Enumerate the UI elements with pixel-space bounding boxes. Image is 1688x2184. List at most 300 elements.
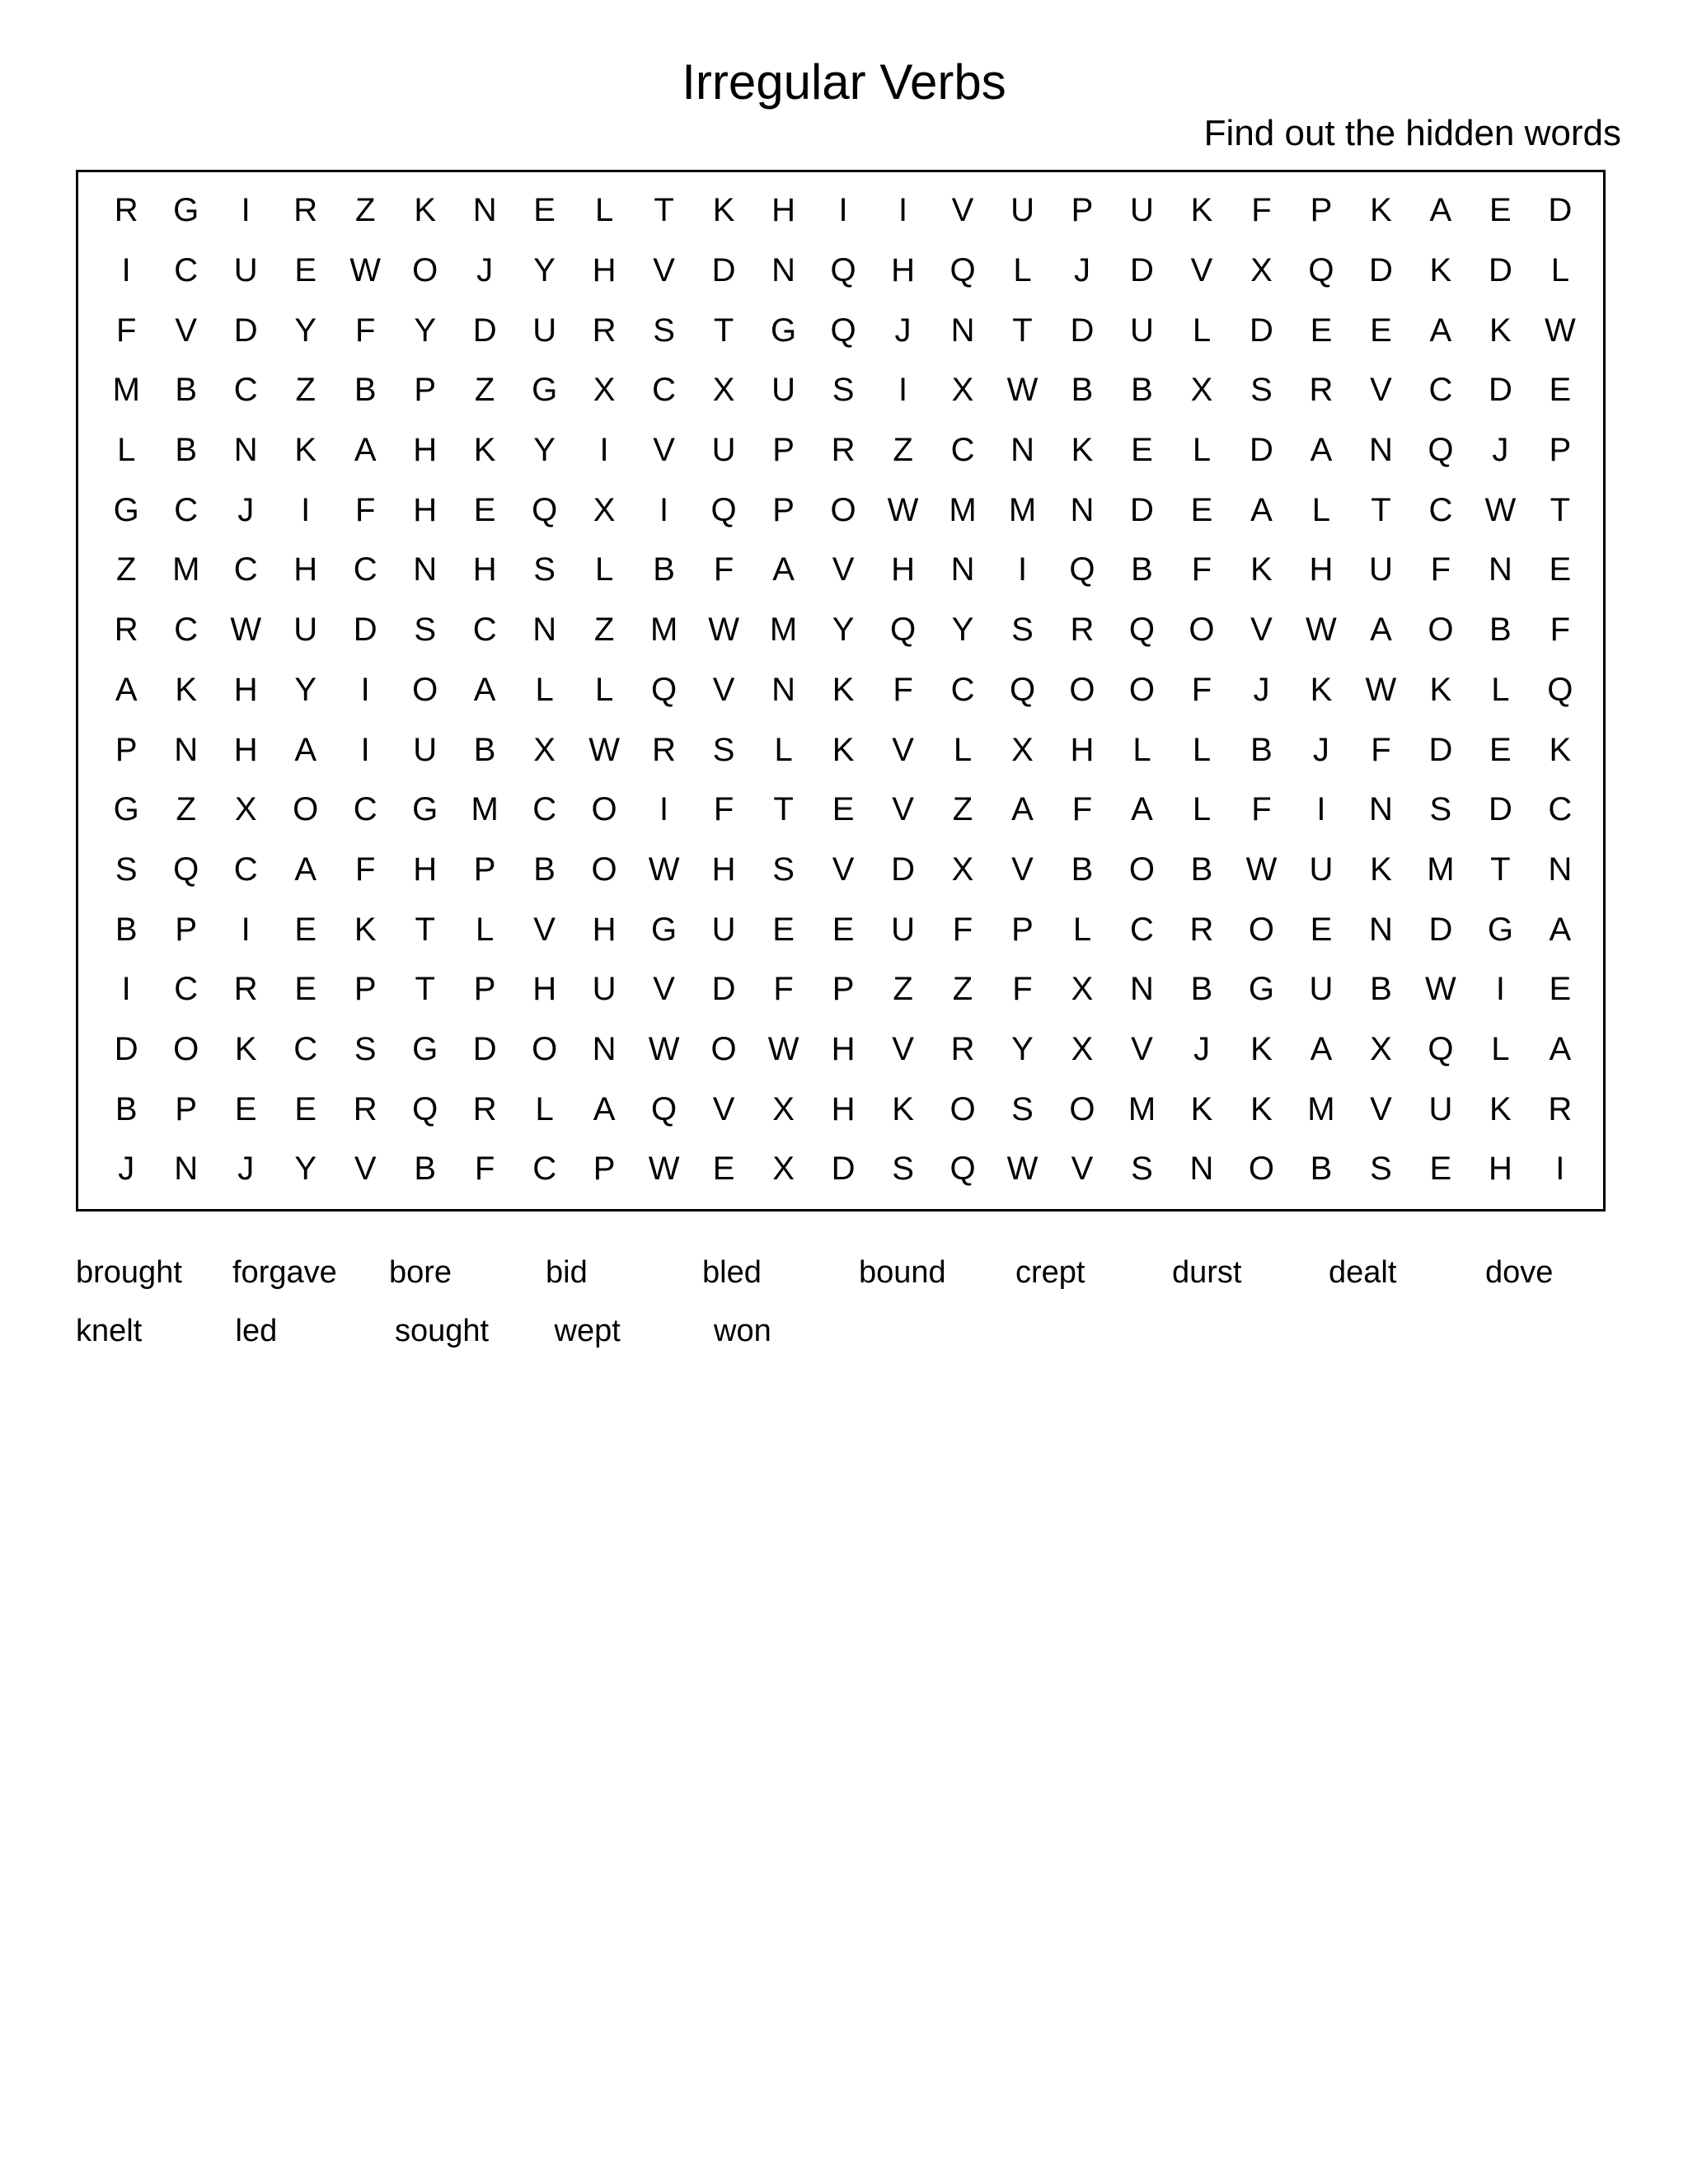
grid-letter[interactable]: E [832,911,855,948]
grid-letter[interactable]: M [1008,491,1037,528]
grid-letter[interactable]: U [293,612,318,649]
grid-letter[interactable]: O [1128,671,1156,708]
grid-letter[interactable]: O [1428,612,1454,649]
grid-letter[interactable]: A [1131,791,1153,828]
grid-letter[interactable]: G [173,192,199,229]
grid-letter[interactable]: M [172,551,200,588]
grid-letter[interactable]: C [532,791,557,828]
grid-letter[interactable]: L [1072,911,1092,948]
grid-letter[interactable]: I [1495,971,1505,1008]
grid-letter[interactable]: E [533,192,556,229]
grid-letter[interactable]: U [1309,971,1334,1008]
grid-letter[interactable]: S [712,731,735,768]
grid-letter[interactable]: Q [950,252,976,289]
grid-letter[interactable]: L [1311,491,1331,528]
grid-letter[interactable]: V [533,911,556,948]
grid-letter[interactable]: P [354,971,377,1008]
grid-letter[interactable]: L [535,1090,554,1127]
grid-letter[interactable]: W [1544,312,1576,349]
grid-letter[interactable]: L [1192,312,1212,349]
grid-letter[interactable]: L [594,671,614,708]
grid-letter[interactable]: B [115,911,138,948]
grid-letter[interactable]: E [712,1151,735,1188]
grid-letter[interactable]: I [360,731,370,768]
grid-letter[interactable]: J [1253,671,1270,708]
grid-letter[interactable]: I [659,491,669,528]
grid-letter[interactable]: E [294,1090,317,1127]
grid-letter[interactable]: W [1006,1151,1039,1188]
grid-letter[interactable]: L [1550,252,1569,289]
grid-letter[interactable]: E [294,252,317,289]
grid-letter[interactable]: O [950,1090,976,1127]
grid-letter[interactable]: G [113,491,139,528]
grid-letter[interactable]: P [1011,911,1034,948]
grid-letter[interactable]: D [472,1030,497,1067]
grid-letter[interactable]: T [1371,491,1391,528]
grid-letter[interactable]: R [114,192,138,229]
grid-letter[interactable]: Q [1128,612,1156,649]
grid-letter[interactable]: Q [710,491,737,528]
grid-letter[interactable]: Q [1428,1030,1454,1067]
grid-letter[interactable]: Y [294,671,317,708]
grid-letter[interactable]: Q [532,491,558,528]
grid-letter[interactable]: B [175,432,198,469]
grid-letter[interactable]: X [1011,731,1034,768]
grid-letter[interactable]: A [1549,1030,1572,1067]
grid-letter[interactable]: W [648,1151,680,1188]
grid-letter[interactable]: N [1368,911,1393,948]
grid-letter[interactable]: O [1128,851,1156,888]
grid-letter[interactable]: V [354,1151,377,1188]
grid-letter[interactable]: H [472,551,497,588]
grid-letter[interactable]: Y [294,312,317,349]
grid-letter[interactable]: L [1192,791,1212,828]
grid-letter[interactable]: L [1491,1030,1510,1067]
grid-letter[interactable]: D [1488,791,1512,828]
grid-letter[interactable]: A [1250,491,1273,528]
grid-letter[interactable]: N [1368,791,1393,828]
grid-letter[interactable]: D [1250,432,1273,469]
grid-letter[interactable]: S [115,851,138,888]
grid-letter[interactable]: K [1071,432,1094,469]
grid-letter[interactable]: J [1492,432,1509,469]
grid-letter[interactable]: C [950,671,975,708]
grid-letter[interactable]: V [653,432,675,469]
grid-letter[interactable]: I [898,372,908,409]
grid-letter[interactable]: W [1365,671,1397,708]
grid-letter[interactable]: F [116,312,137,349]
grid-letter[interactable]: U [711,432,736,469]
grid-letter[interactable]: I [1017,551,1028,588]
grid-letter[interactable]: F [1071,791,1093,828]
grid-letter[interactable]: P [772,432,795,469]
grid-letter[interactable]: L [1132,731,1151,768]
grid-letter[interactable]: G [1248,971,1274,1008]
grid-letter[interactable]: E [473,491,496,528]
grid-letter[interactable]: T [713,312,734,349]
grid-letter[interactable]: X [1190,372,1213,409]
grid-letter[interactable]: G [113,791,139,828]
grid-letter[interactable]: L [1192,731,1212,768]
grid-letter[interactable]: H [891,252,915,289]
grid-letter[interactable]: E [1131,432,1153,469]
grid-letter[interactable]: W [648,1030,680,1067]
grid-letter[interactable]: O [591,851,617,888]
grid-letter[interactable]: C [233,851,258,888]
grid-letter[interactable]: P [414,372,436,409]
grid-letter[interactable]: M [949,491,977,528]
grid-letter[interactable]: T [773,791,794,828]
grid-letter[interactable]: C [174,971,199,1008]
grid-letter[interactable]: U [891,911,915,948]
grid-letter[interactable]: V [653,252,675,289]
grid-letter[interactable]: F [713,791,734,828]
grid-letter[interactable]: C [532,1151,557,1188]
grid-letter[interactable]: K [175,671,198,708]
grid-letter[interactable]: R [831,432,856,469]
grid-letter[interactable]: L [1192,432,1212,469]
grid-letter[interactable]: R [233,971,258,1008]
grid-letter[interactable]: O [293,791,319,828]
grid-letter[interactable]: H [1309,551,1334,588]
grid-letter[interactable]: S [414,612,436,649]
grid-letter[interactable]: S [1011,1090,1034,1127]
grid-letter[interactable]: H [771,192,796,229]
grid-letter[interactable]: L [1491,671,1510,708]
grid-letter[interactable]: C [472,612,497,649]
grid-letter[interactable]: Y [832,612,855,649]
grid-letter[interactable]: T [1012,312,1033,349]
grid-letter[interactable]: J [1193,1030,1210,1067]
grid-letter[interactable]: M [1307,1090,1335,1127]
grid-letter[interactable]: U [1010,192,1034,229]
grid-letter[interactable]: R [1548,1090,1573,1127]
grid-letter[interactable]: X [951,851,974,888]
grid-letter[interactable]: P [832,971,855,1008]
grid-letter[interactable]: T [1490,851,1511,888]
grid-letter[interactable]: H [1070,731,1095,768]
grid-letter[interactable]: C [353,791,377,828]
grid-letter[interactable]: O [1069,671,1095,708]
grid-letter[interactable]: N [771,252,796,289]
grid-letter[interactable]: D [472,312,497,349]
grid-letter[interactable]: S [772,851,795,888]
grid-letter[interactable]: M [649,612,678,649]
grid-letter[interactable]: E [1429,1151,1452,1188]
grid-letter[interactable]: Q [889,612,917,649]
grid-letter[interactable]: C [1130,911,1154,948]
grid-letter[interactable]: G [651,911,678,948]
grid-letter[interactable]: B [1250,731,1273,768]
grid-letter[interactable]: U [532,312,557,349]
grid-letter[interactable]: F [1550,612,1571,649]
grid-letter[interactable]: P [115,731,138,768]
grid-letter[interactable]: J [237,1151,255,1188]
grid-letter[interactable]: L [774,731,793,768]
grid-letter[interactable]: N [1130,971,1154,1008]
grid-letter[interactable]: R [293,192,318,229]
grid-letter[interactable]: Z [893,432,913,469]
grid-letter[interactable]: I [1555,1151,1565,1188]
grid-letter[interactable]: M [769,612,798,649]
grid-letter[interactable]: E [294,911,317,948]
grid-letter[interactable]: S [1370,1151,1392,1188]
grid-letter[interactable]: R [1309,372,1334,409]
grid-letter[interactable]: D [711,971,736,1008]
grid-letter[interactable]: D [1428,911,1453,948]
grid-letter[interactable]: V [1250,612,1273,649]
grid-letter[interactable]: V [1011,851,1034,888]
grid-letter[interactable]: X [772,1090,795,1127]
grid-letter[interactable]: J [118,1151,135,1188]
grid-letter[interactable]: F [893,671,913,708]
grid-letter[interactable]: N [1488,551,1512,588]
grid-letter[interactable]: K [1190,1090,1213,1127]
grid-letter[interactable]: B [533,851,556,888]
grid-letter[interactable]: K [1310,671,1333,708]
grid-letter[interactable]: L [953,731,973,768]
grid-letter[interactable]: R [1070,612,1095,649]
grid-letter[interactable]: W [1245,851,1278,888]
grid-letter[interactable]: Y [294,1151,317,1188]
grid-letter[interactable]: R [472,1090,497,1127]
grid-letter[interactable]: I [659,791,669,828]
grid-letter[interactable]: V [1370,1090,1392,1127]
grid-letter[interactable]: B [653,551,675,588]
grid-letter[interactable]: X [1071,971,1094,1008]
grid-letter[interactable]: C [174,612,199,649]
grid-letter[interactable]: L [535,671,554,708]
grid-letter[interactable]: L [594,192,614,229]
grid-letter[interactable]: O [1248,911,1274,948]
grid-letter[interactable]: F [1191,551,1212,588]
grid-letter[interactable]: V [653,971,675,1008]
grid-letter[interactable]: Y [414,312,436,349]
grid-letter[interactable]: I [838,192,848,229]
grid-letter[interactable]: R [353,1090,377,1127]
grid-letter[interactable]: P [473,851,496,888]
grid-letter[interactable]: E [1489,192,1512,229]
grid-letter[interactable]: B [1310,1151,1333,1188]
grid-letter[interactable]: D [711,252,736,289]
grid-letter[interactable]: Z [952,971,973,1008]
grid-letter[interactable]: V [1071,1151,1094,1188]
grid-letter[interactable]: D [1130,491,1154,528]
grid-letter[interactable]: K [1549,731,1572,768]
grid-letter[interactable]: C [353,551,377,588]
grid-letter[interactable]: D [891,851,915,888]
grid-letter[interactable]: G [412,791,438,828]
grid-letter[interactable]: K [234,1030,257,1067]
grid-letter[interactable]: V [892,791,914,828]
grid-letter[interactable]: F [1012,971,1033,1008]
grid-letter[interactable]: S [1250,372,1273,409]
grid-letter[interactable]: S [1131,1151,1153,1188]
grid-letter[interactable]: G [1487,911,1513,948]
grid-letter[interactable]: C [233,372,258,409]
grid-letter[interactable]: E [772,911,795,948]
grid-letter[interactable]: R [114,612,138,649]
grid-letter[interactable]: K [712,192,735,229]
grid-letter[interactable]: E [1310,911,1333,948]
grid-letter[interactable]: Q [651,671,678,708]
grid-letter[interactable]: I [121,252,131,289]
grid-letter[interactable]: A [1429,192,1452,229]
grid-letter[interactable]: W [887,491,919,528]
grid-letter[interactable]: D [353,612,377,649]
grid-letter[interactable]: A [1429,312,1452,349]
grid-letter[interactable]: F [1430,551,1451,588]
grid-letter[interactable]: I [360,671,370,708]
grid-letter[interactable]: E [1549,551,1572,588]
grid-letter[interactable]: F [1251,791,1272,828]
grid-letter[interactable]: J [237,491,255,528]
grid-letter[interactable]: E [1370,312,1392,349]
grid-letter[interactable]: W [230,612,262,649]
grid-letter[interactable]: U [1130,192,1154,229]
grid-letter[interactable]: D [1428,731,1453,768]
grid-letter[interactable]: F [713,551,734,588]
grid-letter[interactable]: W [1006,372,1039,409]
grid-letter[interactable]: N [771,671,796,708]
grid-letter[interactable]: K [1250,1030,1273,1067]
grid-letter[interactable]: Z [474,372,495,409]
grid-letter[interactable]: V [712,671,735,708]
grid-letter[interactable]: W [1425,971,1456,1008]
grid-letter[interactable]: Z [295,372,316,409]
grid-letter[interactable]: X [1071,1030,1094,1067]
grid-letter[interactable]: N [532,612,557,649]
grid-letter[interactable]: X [593,372,616,409]
grid-letter[interactable]: V [1131,1030,1153,1067]
grid-letter[interactable]: A [1310,1030,1333,1067]
grid-letter[interactable]: Y [1011,1030,1034,1067]
grid-letter[interactable]: G [532,372,558,409]
grid-letter[interactable]: N [950,312,975,349]
grid-letter[interactable]: D [1488,372,1512,409]
grid-letter[interactable]: X [593,491,616,528]
grid-letter[interactable]: I [121,971,131,1008]
grid-letter[interactable]: J [1312,731,1329,768]
grid-letter[interactable]: N [592,1030,617,1067]
grid-letter[interactable]: Q [1009,671,1036,708]
grid-letter[interactable]: O [1069,1090,1095,1127]
grid-letter[interactable]: O [532,1030,558,1067]
grid-letter[interactable]: O [710,1030,737,1067]
grid-letter[interactable]: E [234,1090,257,1127]
grid-letter[interactable]: N [472,192,497,229]
grid-letter[interactable]: S [653,312,675,349]
grid-letter[interactable]: X [1370,1030,1392,1067]
grid-letter[interactable]: B [115,1090,138,1127]
grid-letter[interactable]: F [1251,192,1272,229]
grid-letter[interactable]: W [588,731,620,768]
grid-letter[interactable]: P [473,971,496,1008]
grid-letter[interactable]: D [114,1030,138,1067]
grid-letter[interactable]: A [294,731,317,768]
grid-letter[interactable]: O [1248,1151,1274,1188]
grid-letter[interactable]: K [832,671,855,708]
grid-letter[interactable]: Z [593,612,615,649]
grid-letter[interactable]: H [592,252,617,289]
grid-letter[interactable]: H [233,671,258,708]
grid-letter[interactable]: W [349,252,382,289]
grid-letter[interactable]: K [354,911,377,948]
grid-letter[interactable]: W [708,612,739,649]
grid-letter[interactable]: A [1370,612,1392,649]
grid-letter[interactable]: N [233,432,258,469]
grid-letter[interactable]: C [652,372,677,409]
grid-letter[interactable]: R [592,312,617,349]
grid-letter[interactable]: P [772,491,795,528]
grid-letter[interactable]: F [354,491,376,528]
grid-letter[interactable]: S [1429,791,1452,828]
grid-letter[interactable]: U [413,731,438,768]
grid-letter[interactable]: U [592,971,617,1008]
grid-letter[interactable]: U [233,252,258,289]
grid-letter[interactable]: U [1428,1090,1453,1127]
grid-letter[interactable]: K [832,731,855,768]
grid-letter[interactable]: E [1549,372,1572,409]
grid-letter[interactable]: D [831,1151,856,1188]
grid-letter[interactable]: J [894,312,912,349]
grid-letter[interactable]: C [233,551,258,588]
grid-letter[interactable]: Q [1308,252,1334,289]
grid-letter[interactable]: D [1130,252,1154,289]
grid-letter[interactable]: F [354,851,376,888]
grid-letter[interactable]: R [1189,911,1214,948]
grid-letter[interactable]: F [474,1151,495,1188]
grid-letter[interactable]: C [1548,791,1573,828]
grid-letter[interactable]: W [767,1030,799,1067]
grid-letter[interactable]: L [117,432,136,469]
grid-letter[interactable]: T [1550,491,1571,528]
grid-letter[interactable]: A [354,432,377,469]
grid-letter[interactable]: R [950,1030,975,1067]
grid-letter[interactable]: R [652,731,677,768]
grid-letter[interactable]: O [1189,612,1215,649]
grid-letter[interactable]: L [594,551,614,588]
grid-letter[interactable]: T [415,971,435,1008]
grid-letter[interactable]: H [592,911,617,948]
grid-letter[interactable]: C [293,1030,318,1067]
grid-letter[interactable]: D [1250,312,1273,349]
grid-letter[interactable]: Z [116,551,137,588]
grid-letter[interactable]: X [234,791,257,828]
grid-letter[interactable]: X [1250,252,1273,289]
grid-letter[interactable]: N [1010,432,1034,469]
grid-letter[interactable]: F [1371,731,1391,768]
grid-letter[interactable]: Q [1547,671,1573,708]
grid-letter[interactable]: P [1549,432,1572,469]
grid-letter[interactable]: K [473,432,496,469]
grid-letter[interactable]: P [593,1151,616,1188]
grid-letter[interactable]: B [1190,971,1213,1008]
grid-letter[interactable]: N [1070,491,1095,528]
grid-letter[interactable]: V [1370,372,1392,409]
grid-letter[interactable]: Z [893,971,913,1008]
grid-letter[interactable]: Z [952,791,973,828]
grid-letter[interactable]: V [832,551,855,588]
grid-letter[interactable]: H [711,851,736,888]
grid-letter[interactable]: K [1370,192,1392,229]
grid-letter[interactable]: X [533,731,556,768]
grid-letter[interactable]: F [354,312,376,349]
grid-letter[interactable]: Z [354,192,376,229]
grid-letter[interactable]: D [1070,312,1095,349]
grid-letter[interactable]: K [1250,1090,1273,1127]
grid-letter[interactable]: F [773,971,794,1008]
